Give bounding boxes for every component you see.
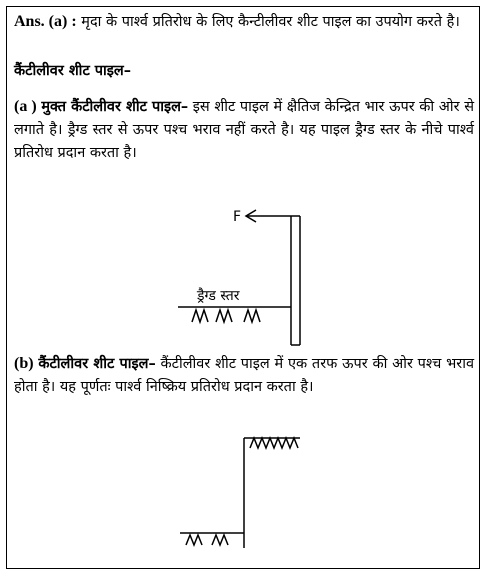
answer-prefix: Ans. (a) :: [14, 13, 77, 30]
section-heading: कैंटीलीवर शीट पाइल–: [14, 63, 131, 79]
part-a-label: (a ): [14, 98, 37, 115]
soil-hatch-b: [186, 535, 228, 545]
dredge-level-label: ड्रैग्ड स्तर: [197, 288, 240, 304]
part-b-text: कैंटीलीवर शीट पाइल में एक तरफ ऊपर की ओर पश्च भराव होता है। यह पूर्णतः पार्श्व निष्क्रिय प्रतिरोध प्रदान करता है।: [14, 356, 475, 395]
part-b-label: (b): [14, 355, 34, 372]
part-a-text: इस शीट पाइल में क्षैतिज केन्द्रित भार ऊपर की ओर से लगाते है। ड्रैग्ड स्तर से ऊपर पश्च भराव नहीं करते है। यह पाइल ड्रैग्ड स्तर के नीचे पार्श्व प्रतिरोध प्रदान करता है।: [14, 99, 475, 161]
answer-intro-text: मृदा के पार्श्व प्रतिरोध के लिए कैन्टीलीवर शीट पाइल का उपयोग करते है।: [81, 14, 460, 30]
part-a-title: मुक्त कैंटीलीवर शीट पाइल–: [41, 99, 189, 115]
soil-hatch-backfill: [250, 438, 298, 448]
part-b-title: कैंटीलीवर शीट पाइल–: [38, 356, 156, 372]
force-label: F: [233, 209, 242, 225]
